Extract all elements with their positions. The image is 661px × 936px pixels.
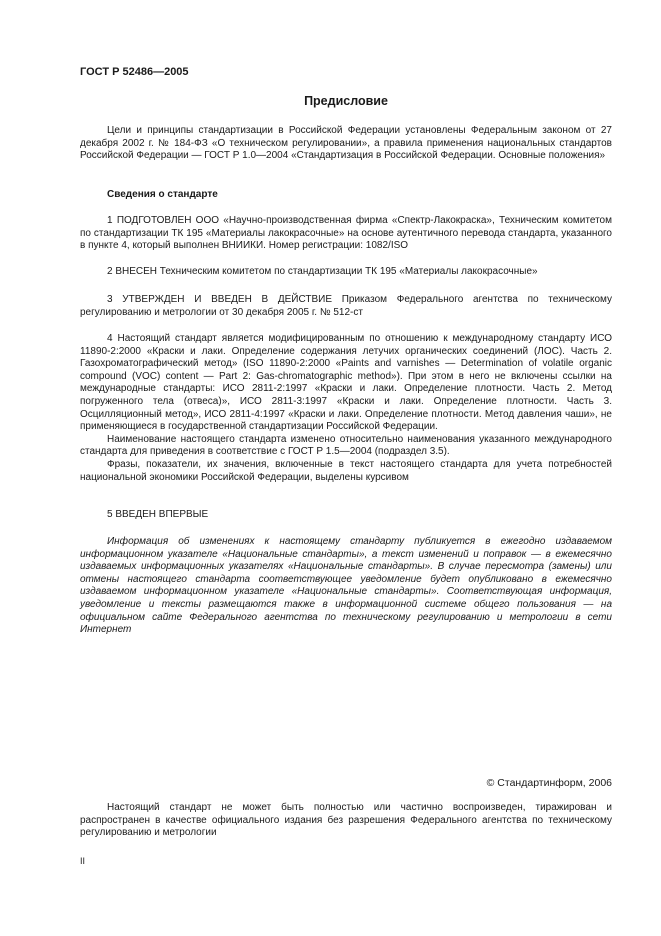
item-4-block <box>80 333 612 484</box>
item-3-block <box>80 294 612 319</box>
item-4-paragraph-1: 4 Настоящий стандарт является модифицированным по отношению к международному стандарту ИСО 11890-2:2000 «Краски и лаки. Определение содержания летучих органических соединений (ЛОС). Часть 2. Газохроматографический метод» (ISO 11890-2:2000 «Paints and varnishes — Determination of volatile organic compound (VOC) content — Part 2: Gas-chromatographic method»). При этом в него не включены ссылки на международные стандарты: ИСО 2811-2:1997 «Краски и лаки. Определение плотности. Часть 2. Метод погруженного тела (отвеса)», ИСО 2811-3:1997 «Краски и лаки. Определение плотности. Часть 3. Осцилляционный метод», ИСО 2811-4:1997 «Краски и лаки. Определение плотности. Метод давления чаши», не применяющиеся в государственной стандартизации Российской Федерации. <box>80 333 612 433</box>
document-code: ГОСТ Р 52486—2005 <box>80 66 189 78</box>
reproduction-notice: Настоящий стандарт не может быть полностью или частично воспроизведен, тиражирован и распространен в качестве официального издания без разрешения Федерального агентства по техническому регулированию и метрологии <box>80 802 612 839</box>
notice-block <box>80 536 612 637</box>
item-2: 2 ВНЕСЕН Техническим комитетом по стандартизации ТК 195 «Материалы лакокрасочные» <box>107 266 538 277</box>
item-5-block <box>80 509 612 522</box>
item-1: 1 ПОДГОТОВЛЕН ООО «Научно-производственная фирма «Спектр-Лакокраска», Техническим комитетом по стандартизации ТК 195 «Материалы лакокрасочные» на основе аутентичного перевода стандарта, указанного в пункте 4, который выполнен ВНИИКИ. Номер регистрации: 1082/ISO <box>80 215 612 252</box>
item-2-block <box>80 266 612 279</box>
item-4-paragraph-3: Фразы, показатели, их значения, включенные в текст настоящего стандарта для учета потребностей национальной экономики Российской Федерации, выделены курсивом <box>80 458 612 483</box>
item-5: 5 ВВЕДЕН ВПЕРВЫЕ <box>107 509 209 520</box>
reproduction-block <box>80 802 612 840</box>
preface-intro: Цели и принципы стандартизации в Российской Федерации установлены Федеральным законом от 27 декабря 2002 г. № 184-ФЗ «О техническом регулировании», а правила применения национальных стандартов Российской Федерации — ГОСТ Р 1.0—2004 «Стандартизация в Российской Федерации. Основные положения» <box>80 125 612 162</box>
change-notice: Информация об изменениях к настоящему стандарту публикуется в ежегодно издаваемом информационном указателе «Национальные стандарты», а текст изменений и поправок — в ежемесячно издаваемых информационных указателях «Национальные стандарты». В случае пересмотра (замены) или отмены настоящего стандарта соответствующее уведомление будет опубликовано в ежемесячно издаваемом информационном указателе «Национальные стандарты». Соответствующая информация, уведомление и тексты размещаются также в информационной системе общего пользования — на официальном сайте Федерального агентства по техническому регулированию и метрологии в сети Интернет <box>80 536 612 636</box>
preface-title: Предисловие <box>304 94 388 108</box>
item-1-block <box>80 215 612 253</box>
item-3: 3 УТВЕРЖДЕН И ВВЕДЕН В ДЕЙСТВИЕ Приказом Федерального агентства по техническому регулированию и метрологии от 30 декабря 2005 г. № 512-ст <box>80 294 612 318</box>
standard-info-heading: Сведения о стандарте <box>107 189 218 200</box>
page-number: II <box>80 856 86 866</box>
copyright: © Стандартинформ, 2006 <box>486 777 612 789</box>
item-4-paragraph-2: Наименование настоящего стандарта изменено относительно наименования указанного международного стандарта для приведения в соответствие с ГОСТ Р 1.5—2004 (подраздел 3.5). <box>80 433 612 458</box>
preface-intro-block <box>80 125 612 163</box>
